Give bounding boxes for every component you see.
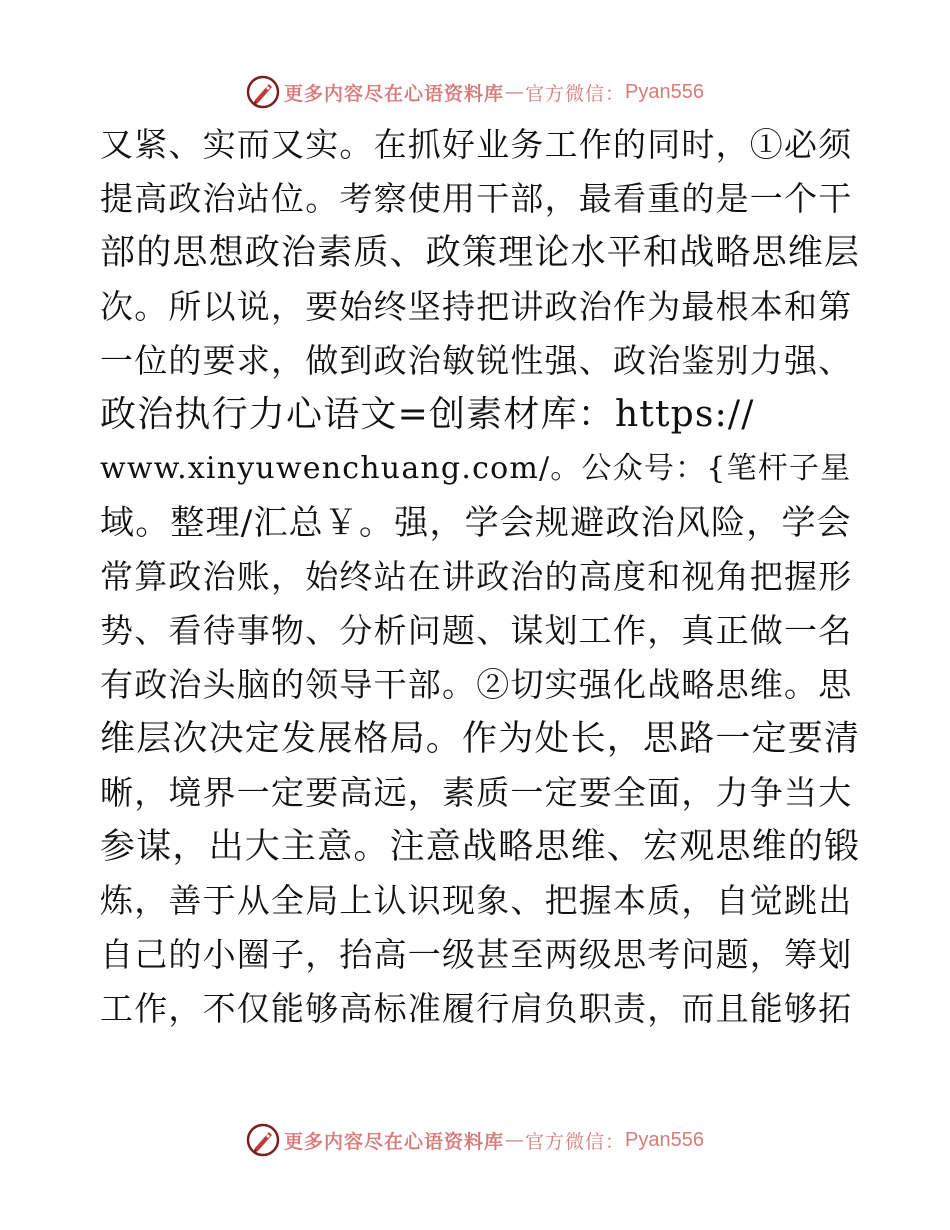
body-line-2: 提高政治站位。考察使用干部，最看重的是一个干	[100, 179, 853, 218]
banner-dash: —	[505, 1129, 525, 1151]
body-line-13: 晰，境界一定要高远，素质一定要全面，力争当大	[100, 773, 853, 812]
body-line-15: 炼，善于从全局上认识现象、把握本质，自觉跳出	[100, 881, 853, 920]
pen-nib-logo-icon	[246, 75, 280, 109]
banner-site-name: 更多内容尽在心语资料库	[284, 82, 505, 105]
body-line-11: 有政治头脑的领导干部。②切实强化战略思维。思	[100, 665, 853, 704]
body-line-6: 政治执行力心语文=创素材库：https://	[100, 394, 755, 435]
banner-official-label: 官方微信：	[525, 82, 626, 105]
body-line-3: 部的思想政治素质、政策理论水平和战略思维层	[100, 233, 861, 273]
body-line-4: 次。所以说，要始终坚持把讲政治作为最根本和第	[100, 287, 853, 326]
header-watermark-banner	[0, 72, 950, 112]
body-line-7: www.xinyuwenchuang.com/。公众号：{笔杆子星	[100, 451, 852, 486]
body-line-9: 常算政治账，始终站在讲政治的高度和视角把握形	[100, 557, 853, 596]
body-line-8: 域。整理/汇总￥。强，学会规避政治风险，学会	[100, 503, 852, 543]
body-line-17: 工作，不仅能够高标准履行肩负职责，而且能够拓	[100, 989, 853, 1028]
banner-dash: —	[505, 81, 525, 103]
body-line-14: 参谋，出大主意。注意战略思维、宏观思维的锻	[100, 827, 861, 867]
body-line-1: 又紧、实而又实。在抓好业务工作的同时，①必须	[100, 125, 853, 164]
body-line-5: 一位的要求，做到政治敏锐性强、政治鉴别力强、	[100, 341, 853, 380]
body-line-16: 自己的小圈子，抬高一级甚至两级思考问题，筹划	[100, 935, 853, 974]
body-line-10: 势、看待事物、分析问题、谋划工作，真正做一名	[100, 611, 853, 650]
document-body	[100, 118, 860, 1036]
banner-wechat-id: Pyan556	[625, 1128, 704, 1151]
footer-watermark-banner	[0, 1120, 950, 1160]
banner-official-label: 官方微信：	[525, 1130, 626, 1153]
pen-nib-logo-icon	[246, 1123, 280, 1157]
body-line-12: 维层次决定发展格局。作为处长，思路一定要清	[100, 719, 861, 759]
banner-site-name: 更多内容尽在心语资料库	[284, 1130, 505, 1153]
banner-wechat-id: Pyan556	[625, 80, 704, 103]
